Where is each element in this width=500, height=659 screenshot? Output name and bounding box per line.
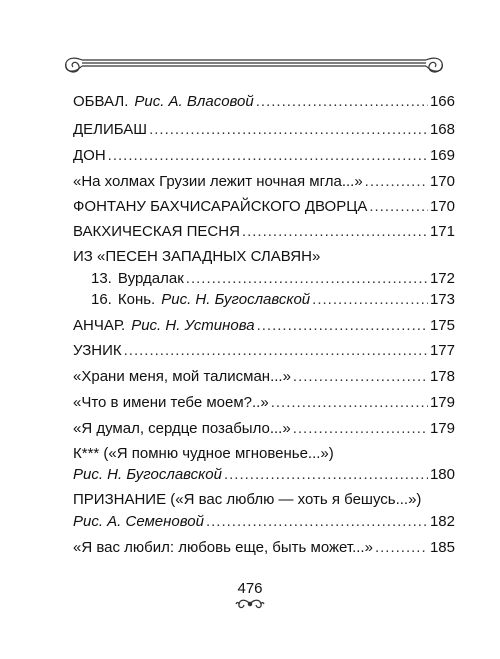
entry-title: «Что в имени тебе моем?..»: [73, 394, 269, 411]
entry-page: 168: [429, 121, 455, 138]
entry-title: «Храни меня, мой талисман...»: [73, 368, 291, 385]
entry-title: ДЕЛИБАШ: [73, 121, 148, 138]
leader-dots: [149, 121, 428, 139]
entry-title: ОБВАЛ.: [73, 93, 129, 110]
entry-credit: Рис. А. Власовой: [134, 93, 254, 110]
toc-entry: [73, 342, 455, 360]
decorative-rule-ornament-icon: [60, 52, 448, 78]
toc-entry: [73, 420, 455, 438]
page-number: 476: [237, 580, 263, 597]
entry-credit: Рис. Н. Устинова: [131, 317, 255, 334]
entry-page: 180: [429, 466, 455, 483]
leader-dots: [271, 394, 428, 412]
toc-entry: [73, 466, 455, 484]
toc-entry: [73, 121, 455, 139]
entry-title: ФОНТАНУ БАХЧИСАРАЙСКОГО ДВОРЦА: [73, 198, 368, 215]
entry-title: УЗНИК: [73, 342, 122, 359]
toc-entry: [73, 93, 455, 111]
toc-entry-heading: ПРИЗНАНИЕ («Я вас люблю — хоть я бешусь...»): [73, 491, 422, 508]
leader-dots: [312, 291, 428, 309]
entry-credit: Рис. Н. Бугославской: [73, 466, 222, 483]
entry-title: Вурдалак: [117, 270, 184, 287]
entry-title: «Я думал, сердце позабыло...»: [73, 420, 291, 437]
toc-entry: [73, 394, 455, 412]
toc-entry: [91, 270, 455, 288]
toc-entry: [73, 513, 455, 531]
leader-dots: [293, 420, 428, 438]
entry-page: 179: [429, 394, 455, 411]
entry-page: 182: [429, 513, 455, 530]
entry-page: 170: [429, 198, 455, 215]
toc-entry: [73, 173, 455, 191]
leader-dots: [365, 173, 428, 191]
entry-page: 178: [429, 368, 455, 385]
toc-entry: [73, 223, 455, 241]
entry-page: 177: [429, 342, 455, 359]
entry-page: 170: [429, 173, 455, 190]
floral-ornament-icon: [234, 598, 266, 610]
leader-dots: [206, 513, 428, 531]
leader-dots: [242, 223, 428, 241]
entry-page: 166: [429, 93, 455, 110]
entry-title: АНЧАР.: [73, 317, 126, 334]
leader-dots: [186, 270, 428, 288]
entry-title: ДОН: [73, 147, 106, 164]
leader-dots: [257, 317, 428, 335]
entry-page: 175: [429, 317, 455, 334]
toc-entry: [91, 291, 455, 309]
entry-number: 16.: [91, 291, 112, 308]
toc-entry: [73, 147, 455, 165]
leader-dots: [224, 466, 428, 484]
leader-dots: [108, 147, 428, 165]
entry-number: 13.: [91, 270, 112, 287]
entry-page: 171: [429, 223, 455, 240]
leader-dots: [369, 198, 428, 216]
entry-title: ВАКХИЧЕСКАЯ ПЕСНЯ: [73, 223, 240, 240]
entry-page: 172: [429, 270, 455, 287]
toc-entry-heading: К*** («Я помню чудное мгновенье...»): [73, 445, 334, 462]
leader-dots: [124, 342, 428, 360]
entry-title: «На холмах Грузии лежит ночная мгла...»: [73, 173, 363, 190]
entry-page: 169: [429, 147, 455, 164]
leader-dots: [293, 368, 428, 386]
toc-entry: [73, 317, 455, 335]
entry-page: 179: [429, 420, 455, 437]
entry-page: 185: [429, 539, 455, 556]
entry-page: 173: [429, 291, 455, 308]
toc-entry: [73, 368, 455, 386]
toc-entry: [73, 198, 455, 216]
entry-credit: Рис. А. Семеновой: [73, 513, 204, 530]
entry-title: Конь.: [117, 291, 156, 308]
entry-title: «Я вас любил: любовь еще, быть может...»: [73, 539, 373, 556]
leader-dots: [256, 93, 428, 111]
toc-entry: [73, 539, 455, 557]
leader-dots: [375, 539, 428, 557]
toc-section-heading: ИЗ «ПЕСЕН ЗАПАДНЫХ СЛАВЯН»: [73, 248, 321, 265]
entry-credit: Рис. Н. Бугославской: [161, 291, 311, 308]
